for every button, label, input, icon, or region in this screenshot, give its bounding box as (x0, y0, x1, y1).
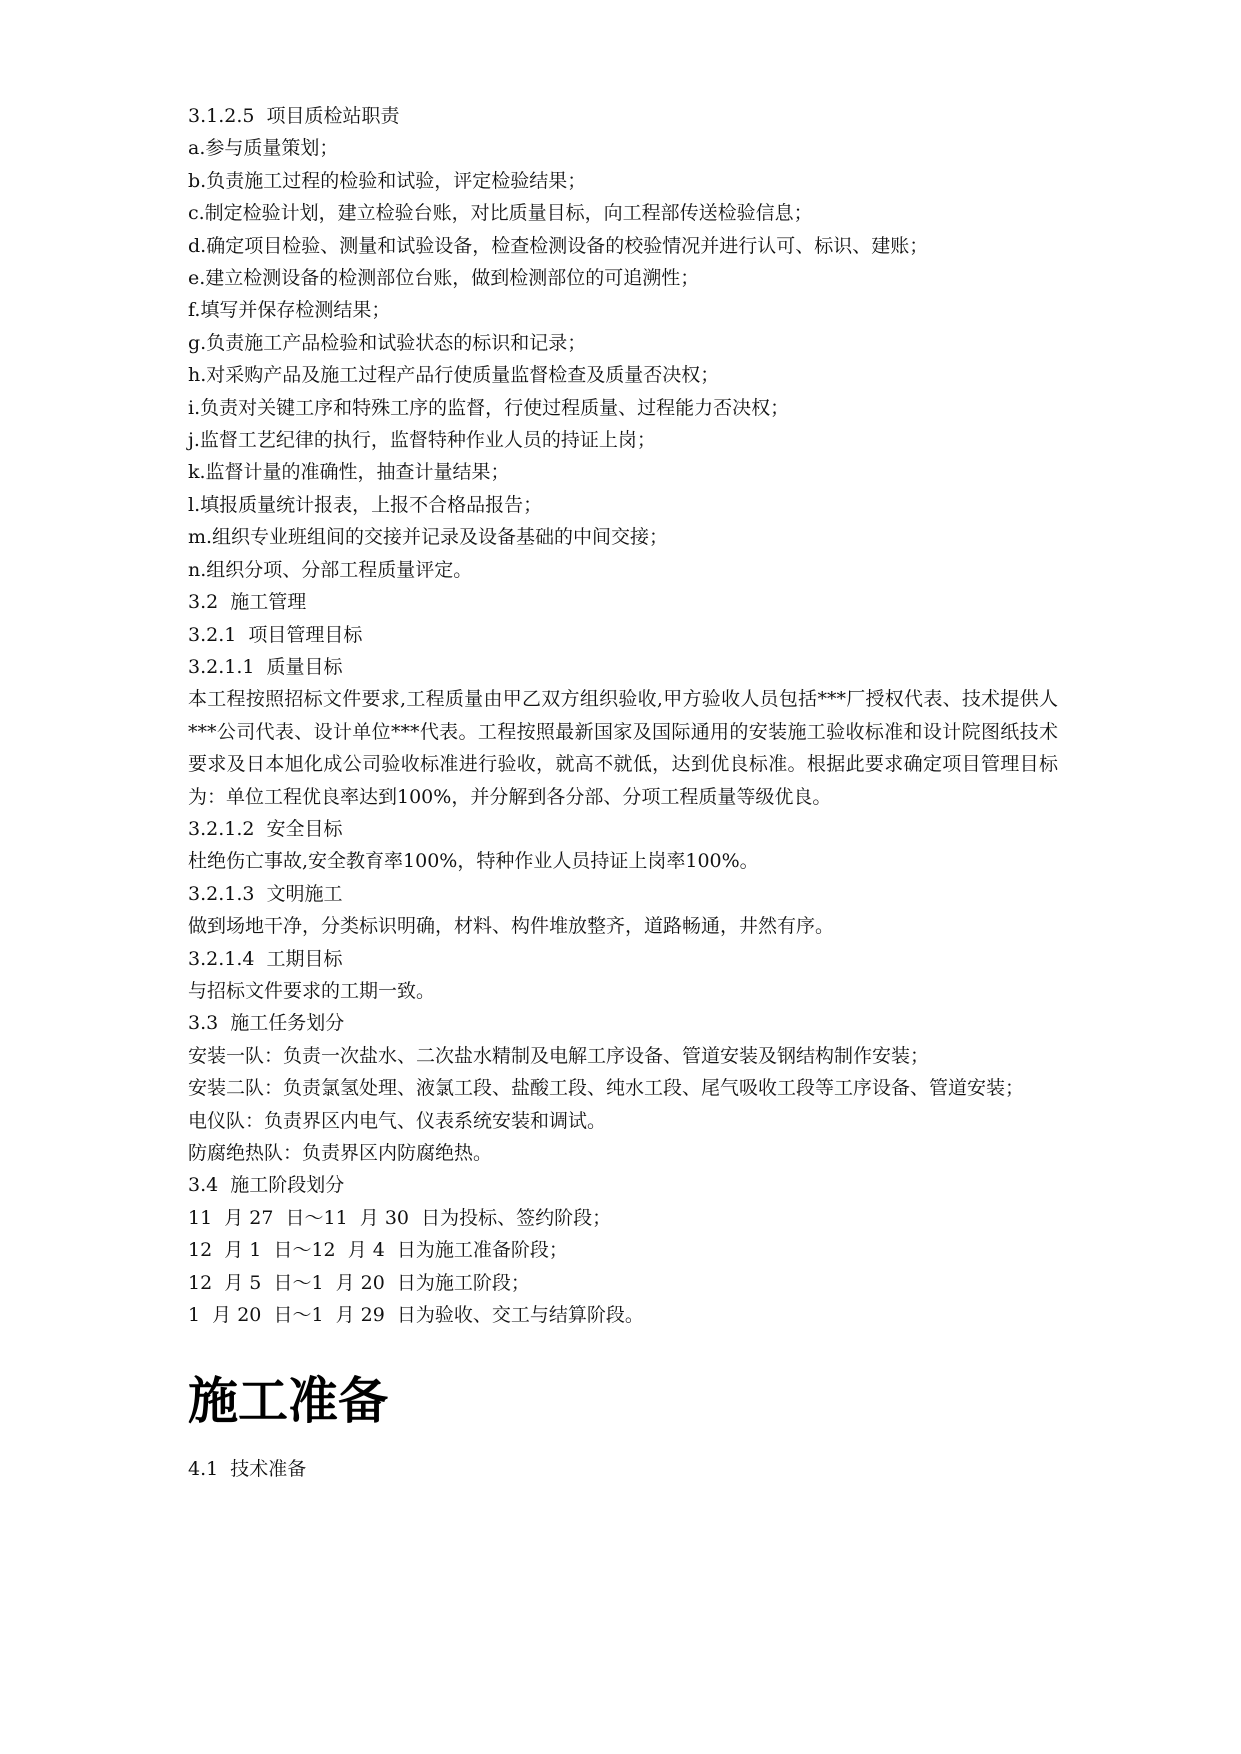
stage-item: 1 月 20 日～1 月 29 日为验收、交工与结算阶段。 (188, 1304, 644, 1327)
electrical-team-text: 电仪队：负责界区内电气、仪表系统安装和调试。 (188, 1109, 607, 1132)
heading-3-2-1: 3.2.1 项目管理目标 (188, 623, 363, 646)
heading-3-2-1-4: 3.2.1.4 工期目标 (188, 947, 343, 970)
list-item: i.负责对关键工序和特殊工序的监督，行使过程质量、过程能力否决权； (188, 396, 790, 419)
heading-3-2-1-2: 3.2.1.2 安全目标 (188, 817, 343, 840)
heading-3-2-1-3: 3.2.1.3 文明施工 (188, 882, 343, 905)
schedule-goal-text: 与招标文件要求的工期一致。 (188, 979, 436, 1002)
stage-item: 12 月 5 日～1 月 20 日为施工阶段； (188, 1271, 530, 1294)
civilized-construction-text: 做到场地干净，分类标识明确，材料、构件堆放整齐，道路畅通，井然有序。 (188, 915, 835, 938)
heading-3-4: 3.4 施工阶段划分 (188, 1174, 345, 1197)
team-2-paragraph: 安装二队：负责氯氢处理、液氯工段、盐酸工段、纯水工段、尾气吸收工段等工序设备、管道安装； (188, 1077, 1025, 1100)
list-item: n.组织分项、分部工程质量评定。 (188, 558, 473, 581)
block-quality-station (188, 100, 1058, 683)
list-item: c.制定检验计划，建立检验台账，对比质量目标，向工程部传送检验信息； (188, 202, 813, 225)
heading-3-2-1-1: 3.2.1.1 质量目标 (188, 655, 343, 678)
list-item: h.对采购产品及施工过程产品行使质量监督检查及质量否决权； (188, 364, 720, 387)
quality-goal-paragraph: 本工程按照招标文件要求,工程质量由甲乙双方组织验收,甲方验收人员包括***厂授权代表、技术提供人***公司代表、设计单位***代表。工程按照最新国家及国际通用的安装施工验收标准和设计院图纸技术要求及日本旭化成公司验收标准进行验收，就高不就低，达到优良标准。根据此要求确定项目管理目标为：单位工程优良率达到100%，并分解到各分部、分项工程质量等级优良。 (188, 688, 1058, 808)
list-item: a.参与质量策划； (188, 137, 339, 160)
list-item: l.填报质量统计报表，上报不合格品报告； (188, 493, 543, 516)
list-item: j.监督工艺纪律的执行，监督特种作业人员的持证上岗； (188, 429, 656, 452)
block-teams-stages (188, 1105, 1058, 1332)
list-item: m.组织专业班组间的交接并记录及设备基础的中间交接； (188, 526, 669, 549)
heading-4-1: 4.1 技术准备 (188, 1458, 307, 1481)
list-item: g.负责施工产品检验和试验状态的标识和记录； (188, 331, 587, 354)
list-item: e.建立检测设备的检测部位台账，做到检测部位的可追溯性； (188, 267, 700, 290)
document-content (188, 100, 1058, 1486)
safety-goal-text: 杜绝伤亡事故,安全教育率100%，特种作业人员持证上岗率100%。 (188, 850, 759, 873)
list-item: d.确定项目检验、测量和试验设备，检查检测设备的校验情况并进行认可、标识、建账； (188, 234, 929, 257)
block-goals (188, 813, 1058, 1072)
list-item: k.监督计量的准确性，抽查计量结果； (188, 461, 510, 484)
stage-item: 11 月 27 日～11 月 30 日为投标、签约阶段； (188, 1206, 612, 1229)
stage-item: 12 月 1 日～12 月 4 日为施工准备阶段； (188, 1239, 568, 1262)
list-item: b.负责施工过程的检验和试验，评定检验结果； (188, 169, 587, 192)
heading-3-2: 3.2 施工管理 (188, 591, 307, 614)
anticorrosion-team-text: 防腐绝热队：负责界区内防腐绝热。 (188, 1142, 493, 1164)
team-1-text: 安装一队：负责一次盐水、二次盐水精制及电解工序设备、管道安装及钢结构制作安装； (188, 1044, 930, 1067)
list-item: f.填写并保存检测结果； (188, 299, 391, 322)
chapter-title: 施工准备 (188, 1372, 388, 1431)
heading-3-3: 3.3 施工任务划分 (188, 1012, 345, 1035)
heading-3-1-2-5: 3.1.2.5 项目质检站职责 (188, 105, 400, 127)
